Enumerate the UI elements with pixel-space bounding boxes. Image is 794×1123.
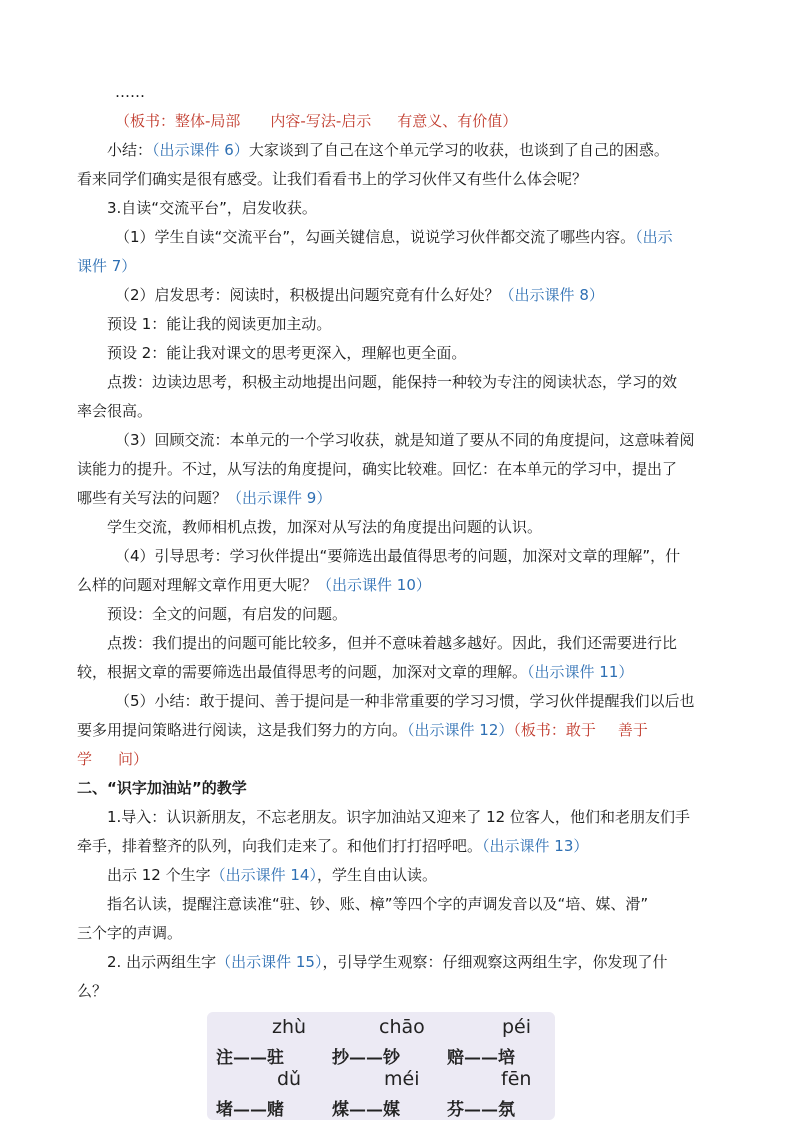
paragraph-line: 哪些有关写法的问题？（出示课件 9） xyxy=(77,489,332,507)
lesson-text xyxy=(0,78,794,1006)
char-pair: 芬——氛 xyxy=(447,1100,515,1120)
paragraph-line: 看来同学们确实是很有感受。让我们看看书上的学习伙伴又有些什么体会呢？ xyxy=(77,170,588,188)
paragraph-line: （3）回顾交流：本单元的一个学习收获，就是知道了要从不同的角度提问，这意味着阅 xyxy=(115,431,695,449)
ellipsis-line: …… xyxy=(115,83,145,101)
char-pair: 堵——赌 xyxy=(216,1100,284,1120)
paragraph-line: （4）引导思考：学习伙伴提出“要筛选出最值得思考的问题，加深对文章的理解”，什 xyxy=(115,547,681,565)
paragraph-line: 三个字的声调。 xyxy=(77,924,183,942)
paragraph-line: 么？ xyxy=(77,982,108,1000)
paragraph-line: 点拨：我们提出的问题可能比较多，但并不意味着越多越好。因此，我们还需要进行比 xyxy=(107,634,678,652)
pinyin-row-1 xyxy=(207,1016,555,1042)
char-row-1 xyxy=(207,1043,555,1069)
pinyin-du: dǔ xyxy=(277,1068,302,1090)
summary-line: 小结：（出示课件 6）大家谈到了自己在这个单元学习的收获，也谈到了自己的困惑。 xyxy=(107,141,669,159)
paragraph-line: 牵手，排着整齐的队列，向我们走来了。和他们打打招呼吧。（出示课件 13） xyxy=(77,837,589,855)
paragraph-line: 学生交流，教师相机点拨，加深对从写法的角度提出问题的认识。 xyxy=(107,518,543,536)
pinyin-chao: chāo xyxy=(379,1016,425,1038)
blackboard-note-1: （板书：整体-局部 内容-写法-启示 有意义、有价值） xyxy=(115,112,518,130)
preset-answer-2: 预设 2：能让我对课文的思考更深入，理解也更全面。 xyxy=(107,344,467,362)
pinyin-pei: péi xyxy=(502,1016,532,1038)
paragraph-line: 读能力的提升。不过，从写法的角度提问，确实比较难。回忆：在本单元的学习中，提出了 xyxy=(77,460,678,478)
paragraph-line: 1.导入：认识新朋友，不忘老朋友。识字加油站又迎来了 12 位客人，他们和老朋友们手 xyxy=(107,808,690,826)
pinyin-character-box xyxy=(207,1012,555,1120)
blackboard-note-2: 学 问） xyxy=(77,750,149,768)
paragraph-line: 么样的问题对理解文章作用更大呢？（出示课件 10） xyxy=(77,576,431,594)
preset-answer: 预设：全文的问题，有启发的问题。 xyxy=(107,605,348,623)
paragraph-line: 2. 出示两组生字（出示课件 15），引导学生观察：仔细观察这两组生字，你发现了什 xyxy=(107,953,668,971)
char-pair: 煤——媒 xyxy=(332,1100,400,1120)
paragraph-line: 出示 12 个生字（出示课件 14），学生自由认读。 xyxy=(107,866,437,884)
char-pair: 抄——钞 xyxy=(332,1048,400,1068)
paragraph-line: 点拨：边读边思考，积极主动地提出问题，能保持一种较为专注的阅读状态，学习的效 xyxy=(107,373,678,391)
paragraph-line: （2）启发思考：阅读时，积极提出问题究竟有什么好处？（出示课件 8） xyxy=(115,286,604,304)
paragraph-line: （5）小结：敢于提问、善于提问是一种非常重要的学习习惯，学习伙伴提醒我们以后也 xyxy=(115,692,695,710)
courseware-ref: 课件 7） xyxy=(77,257,137,275)
preset-answer-1: 预设 1：能让我的阅读更加主动。 xyxy=(107,315,332,333)
paragraph-line: （1）学生自读“交流平台”，勾画关键信息，说说学习伙伴都交流了哪些内容。（出示 xyxy=(115,228,673,246)
pinyin-mei: méi xyxy=(384,1068,420,1090)
paragraph-line: 较，根据文章的需要筛选出最值得思考的问题，加深对文章的理解。（出示课件 11） xyxy=(77,663,634,681)
char-pair: 赔——培 xyxy=(447,1048,515,1068)
char-pair: 注——驻 xyxy=(216,1048,284,1068)
paragraph-line: 率会很高。 xyxy=(77,402,153,420)
pinyin-row-2 xyxy=(207,1068,555,1094)
section-heading-2: 二、“识字加油站”的教学 xyxy=(77,779,247,797)
char-row-2 xyxy=(207,1095,555,1121)
paragraph-line: 指名认读，提醒注意读准“驻、钞、账、樟”等四个字的声调发音以及“培、媒、滑” xyxy=(107,895,649,913)
step-heading-3: 3.自读“交流平台”，启发收获。 xyxy=(107,199,317,217)
paragraph-line: 要多用提问策略进行阅读，这是我们努力的方向。（出示课件 12）（板书：敢于 善于 xyxy=(77,721,648,739)
pinyin-zhu: zhù xyxy=(272,1016,307,1038)
pinyin-fen: fēn xyxy=(501,1068,532,1090)
